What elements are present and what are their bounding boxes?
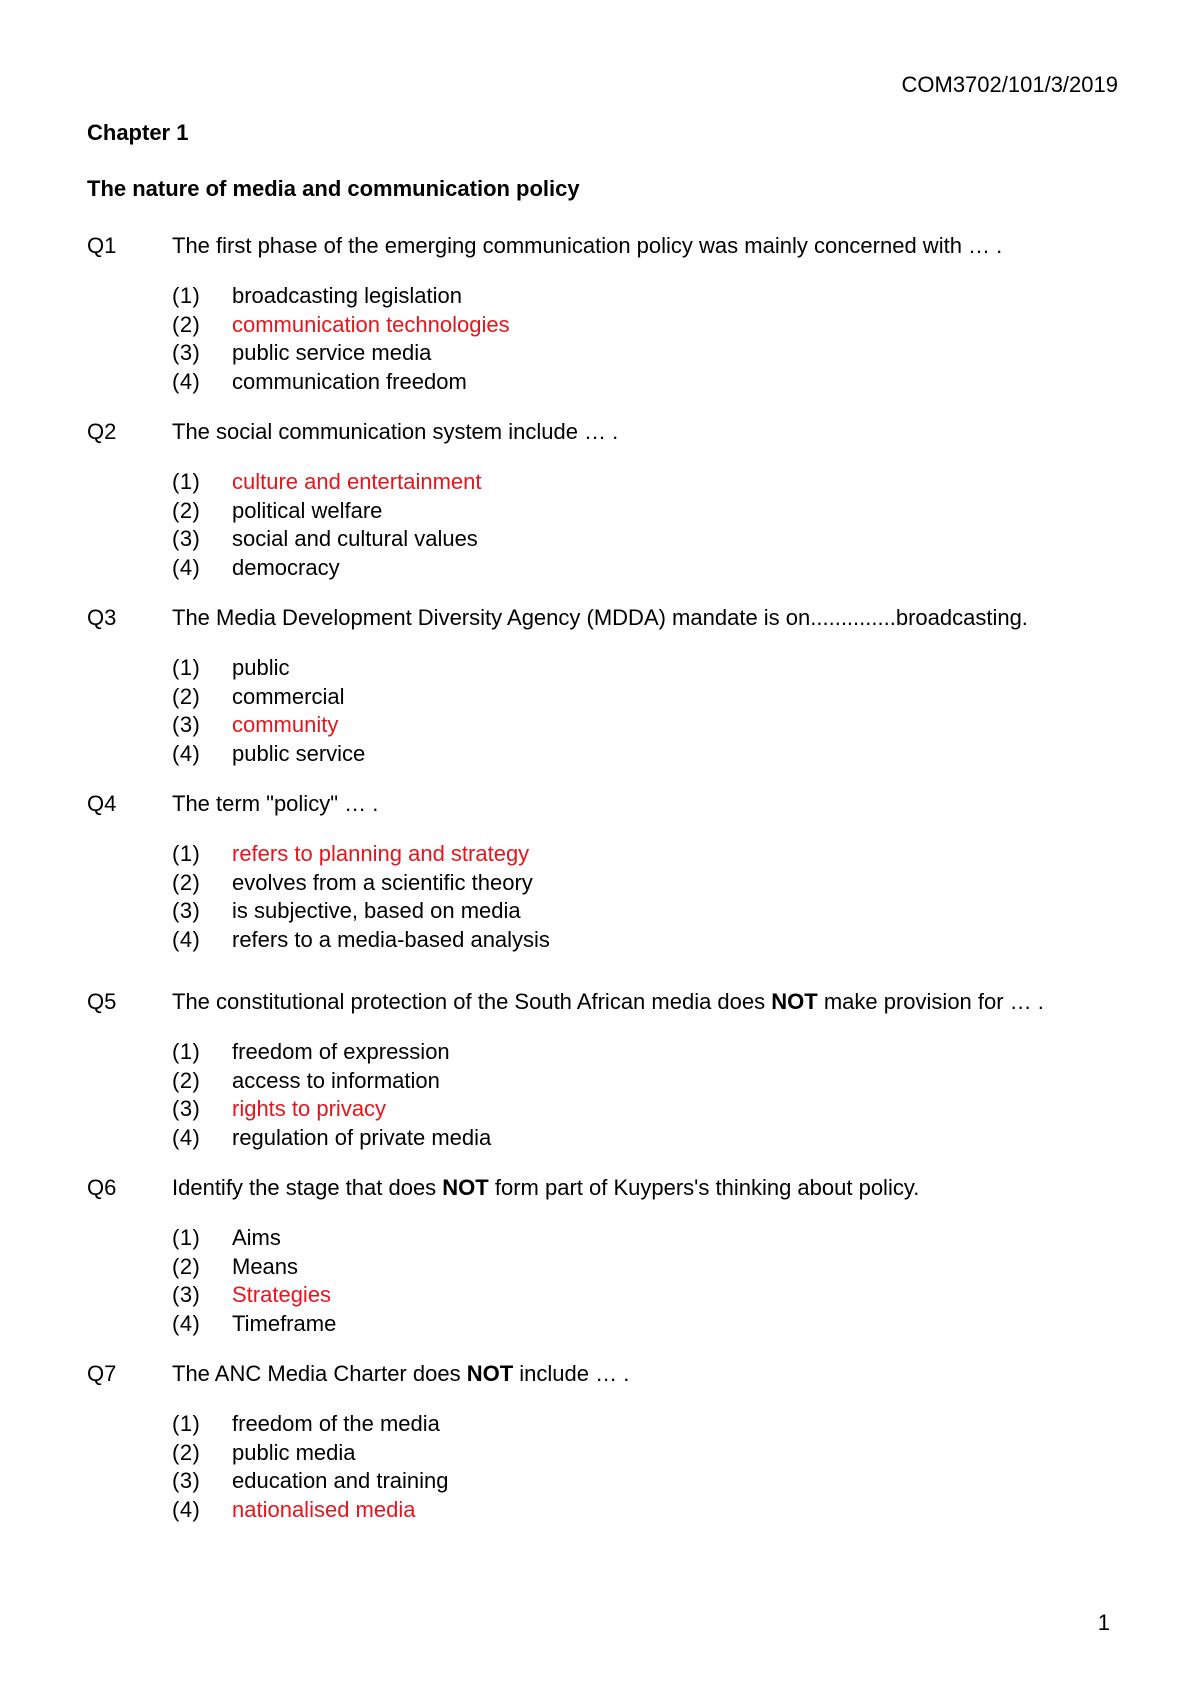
chapter-title: Chapter 1 [87, 120, 189, 145]
question-q6 [87, 1174, 1120, 1338]
question-number: Q3 [87, 605, 117, 630]
option-1-correct: (1) refers to planning and strategy [172, 841, 530, 866]
option-4-correct: (4) nationalised media [172, 1496, 416, 1522]
question-text: The first phase of the emerging communication policy was mainly concerned with … . [172, 233, 1003, 258]
option-3: (3) public service media [172, 340, 432, 365]
answer-options [172, 468, 1120, 582]
option-3: (3) social and cultural values [172, 526, 478, 551]
question-text: The social communication system include … . [172, 419, 619, 444]
emphasis-not: NOT [442, 1175, 489, 1200]
question-number: Q5 [87, 989, 117, 1014]
option-3-correct: (3) Strategies [172, 1282, 332, 1307]
option-4: (4) democracy [172, 554, 340, 580]
option-2-correct: (2) communication technologies [172, 311, 510, 337]
option-3: (3) education and training [172, 1468, 449, 1493]
option-4: (4) refers to a media-based analysis [172, 926, 550, 952]
option-1: (1) freedom of expression [172, 1039, 450, 1064]
option-1-correct: (1) culture and entertainment [172, 469, 482, 494]
question-number: Q1 [87, 233, 117, 258]
question-text: The constitutional protection of the South African media does NOT make provision for … . [172, 989, 1044, 1014]
option-1: (1) freedom of the media [172, 1411, 440, 1436]
answer-options [172, 1038, 1120, 1152]
option-2: (2) public media [172, 1439, 356, 1465]
question-text: The ANC Media Charter does NOT include … . [172, 1361, 630, 1386]
question-number: Q2 [87, 419, 117, 444]
option-4: (4) communication freedom [172, 368, 467, 394]
emphasis-not: NOT [771, 989, 818, 1014]
section-title: The nature of media and communication policy [87, 176, 580, 201]
answer-options [172, 1224, 1120, 1338]
question-text: The term "policy" … . [172, 791, 379, 816]
option-4: (4) Timeframe [172, 1310, 337, 1336]
question-list [87, 232, 1120, 1546]
question-q7 [87, 1360, 1120, 1524]
question-number: Q6 [87, 1175, 117, 1200]
option-1: (1) Aims [172, 1225, 281, 1250]
question-text: Identify the stage that does NOT form part of Kuypers's thinking about policy. [172, 1175, 920, 1200]
option-3-correct: (3) rights to privacy [172, 1096, 387, 1121]
question-text: The Media Development Diversity Agency (MDDA) mandate is on..............broadcasting. [172, 605, 1028, 630]
answer-options [172, 282, 1120, 396]
emphasis-not: NOT [466, 1361, 514, 1386]
page-number: 1 [1097, 1610, 1110, 1635]
option-4: (4) public service [172, 740, 366, 766]
option-2: (2) political welfare [172, 497, 383, 523]
option-1: (1) public [172, 655, 290, 680]
answer-options [172, 1410, 1120, 1524]
option-2: (2) access to information [172, 1067, 440, 1093]
question-q4 [87, 790, 1120, 954]
question-number: Q4 [87, 791, 117, 816]
answer-options [172, 654, 1120, 768]
question-q5 [87, 988, 1120, 1152]
option-2: (2) Means [172, 1253, 299, 1279]
option-3-correct: (3) community [172, 712, 339, 737]
question-q1 [87, 232, 1120, 396]
option-4: (4) regulation of private media [172, 1124, 492, 1150]
option-1: (1) broadcasting legislation [172, 283, 462, 308]
option-2: (2) evolves from a scientific theory [172, 869, 533, 895]
option-2: (2) commercial [172, 683, 345, 709]
question-q3 [87, 604, 1120, 768]
option-3: (3) is subjective, based on media [172, 898, 521, 923]
question-q2 [87, 418, 1120, 582]
course-code: COM3702/101/3/2019 [901, 72, 1118, 97]
question-number: Q7 [87, 1361, 117, 1386]
answer-options [172, 840, 1120, 954]
